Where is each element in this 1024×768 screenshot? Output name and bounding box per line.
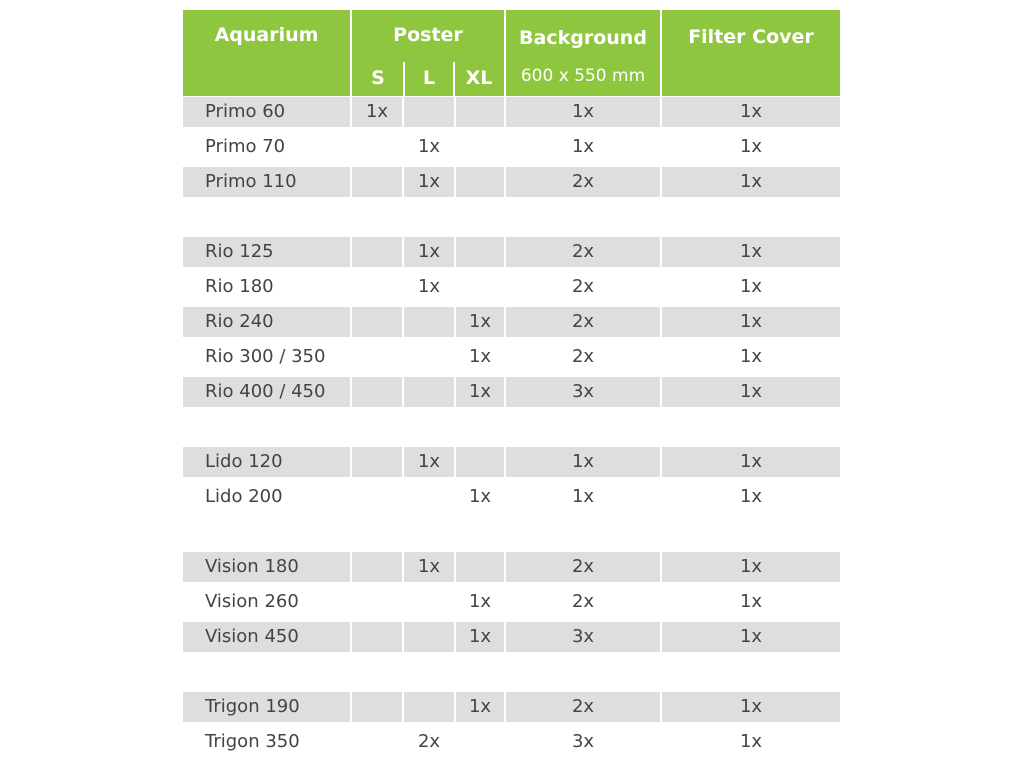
poster-l-cell <box>404 307 454 337</box>
header-background-size: 600 x 550 mm <box>520 66 646 86</box>
filter-cover-cell: 1x <box>662 692 840 722</box>
poster-xl-cell: 1x <box>456 377 504 407</box>
background-cell: 2x <box>506 167 660 197</box>
filter-cover-cell: 1x <box>739 731 763 752</box>
table-row <box>183 552 840 582</box>
background-cell: 1x <box>571 486 595 507</box>
poster-xl-cell: 1x <box>456 307 504 337</box>
header-aquarium-label: Aquarium <box>214 24 319 46</box>
table-row <box>183 447 840 477</box>
poster-l-cell: 1x <box>404 167 454 197</box>
poster-s-cell <box>352 132 402 162</box>
background-cell: 1x <box>506 447 660 477</box>
poster-s-cell <box>352 272 402 302</box>
filter-cover-cell: 1x <box>739 136 763 157</box>
header-poster-l: L <box>422 67 436 89</box>
poster-xl-cell: 1x <box>468 486 492 507</box>
poster-s-cell <box>352 447 402 477</box>
aquarium-name-cell: Rio 240 <box>183 307 350 337</box>
poster-l-cell <box>404 377 454 407</box>
header-filter-cover <box>662 10 840 96</box>
table-row <box>183 482 840 512</box>
poster-xl-cell <box>456 167 504 197</box>
poster-s-cell <box>352 727 402 757</box>
filter-cover-cell: 1x <box>662 97 840 127</box>
table-row <box>183 622 840 652</box>
aquarium-name-cell: Vision 260 <box>205 591 299 612</box>
aquarium-name-cell: Trigon 350 <box>205 731 300 752</box>
background-cell: 2x <box>571 591 595 612</box>
poster-s-cell <box>352 622 402 652</box>
filter-cover-cell: 1x <box>662 237 840 267</box>
poster-l-cell: 1x <box>417 276 441 297</box>
background-cell: 2x <box>506 552 660 582</box>
background-cell: 3x <box>506 622 660 652</box>
header-poster-xl: XL <box>465 67 493 89</box>
background-cell: 3x <box>506 377 660 407</box>
poster-xl-cell: 1x <box>456 692 504 722</box>
poster-l-cell <box>404 692 454 722</box>
poster-xl-cell: 1x <box>468 346 492 367</box>
poster-l-cell <box>404 622 454 652</box>
poster-s-cell <box>352 167 402 197</box>
background-cell: 2x <box>506 692 660 722</box>
poster-s-cell <box>352 552 402 582</box>
table-row <box>183 342 840 372</box>
table-row <box>183 272 840 302</box>
poster-l-cell: 1x <box>417 136 441 157</box>
background-cell: 2x <box>571 276 595 297</box>
table-row <box>183 132 840 162</box>
poster-s-cell <box>352 692 402 722</box>
poster-xl-cell: 1x <box>456 622 504 652</box>
aquarium-name-cell: Vision 180 <box>183 552 350 582</box>
filter-cover-cell: 1x <box>662 377 840 407</box>
aquarium-name-cell: Lido 120 <box>183 447 350 477</box>
poster-s-cell <box>352 377 402 407</box>
poster-l-cell <box>404 342 454 372</box>
filter-cover-cell: 1x <box>662 167 840 197</box>
poster-xl-cell: 1x <box>468 591 492 612</box>
background-cell: 2x <box>506 307 660 337</box>
poster-s-cell <box>352 307 402 337</box>
filter-cover-cell: 1x <box>662 622 840 652</box>
poster-xl-cell <box>456 237 504 267</box>
background-cell: 2x <box>506 237 660 267</box>
poster-xl-cell <box>456 272 504 302</box>
filter-cover-cell: 1x <box>739 346 763 367</box>
table-row <box>183 167 840 197</box>
poster-l-cell <box>404 482 454 512</box>
poster-l-cell <box>404 97 454 127</box>
aquarium-name-cell: Trigon 190 <box>183 692 350 722</box>
poster-s-cell: 1x <box>352 97 402 127</box>
aquarium-name-cell: Lido 200 <box>205 486 283 507</box>
poster-divider <box>403 62 405 96</box>
table-row <box>183 237 840 267</box>
header-poster-s: S <box>371 67 385 89</box>
poster-l-cell: 1x <box>404 552 454 582</box>
table-row <box>183 377 840 407</box>
filter-cover-cell: 1x <box>662 552 840 582</box>
header-poster-label: Poster <box>393 24 463 46</box>
poster-xl-cell <box>456 447 504 477</box>
aquarium-name-cell: Vision 450 <box>183 622 350 652</box>
table-row <box>183 727 840 757</box>
filter-cover-cell: 1x <box>662 307 840 337</box>
header-background <box>506 10 660 96</box>
poster-xl-cell <box>456 97 504 127</box>
aquarium-name-cell: Rio 300 / 350 <box>205 346 326 367</box>
aquarium-name-cell: Primo 60 <box>183 97 350 127</box>
poster-s-cell <box>352 237 402 267</box>
aquarium-name-cell: Rio 180 <box>205 276 274 297</box>
filter-cover-cell: 1x <box>739 486 763 507</box>
table-row <box>183 587 840 617</box>
table-row <box>183 307 840 337</box>
compatibility-table <box>183 10 840 752</box>
poster-l-cell: 1x <box>404 237 454 267</box>
header-background-label: Background <box>519 27 647 49</box>
poster-l-cell <box>404 587 454 617</box>
poster-s-cell <box>352 342 402 372</box>
poster-divider <box>453 62 455 96</box>
poster-l-cell: 1x <box>404 447 454 477</box>
poster-s-cell <box>352 482 402 512</box>
header-aquarium <box>183 10 350 96</box>
aquarium-name-cell: Rio 125 <box>183 237 350 267</box>
aquarium-name-cell: Primo 110 <box>183 167 350 197</box>
table-header <box>183 10 840 96</box>
table-row <box>183 692 840 722</box>
poster-s-cell <box>352 587 402 617</box>
background-cell: 3x <box>571 731 595 752</box>
poster-xl-cell <box>456 727 504 757</box>
poster-xl-cell <box>456 132 504 162</box>
filter-cover-cell: 1x <box>739 591 763 612</box>
filter-cover-cell: 1x <box>662 447 840 477</box>
background-cell: 2x <box>571 346 595 367</box>
table-row <box>183 97 840 127</box>
background-cell: 1x <box>571 136 595 157</box>
background-cell: 1x <box>506 97 660 127</box>
poster-l-cell: 2x <box>417 731 441 752</box>
aquarium-name-cell: Rio 400 / 450 <box>183 377 350 407</box>
header-poster <box>352 10 504 96</box>
filter-cover-cell: 1x <box>739 276 763 297</box>
poster-xl-cell <box>456 552 504 582</box>
header-filter-cover-label: Filter Cover <box>688 26 814 48</box>
aquarium-name-cell: Primo 70 <box>205 136 286 157</box>
